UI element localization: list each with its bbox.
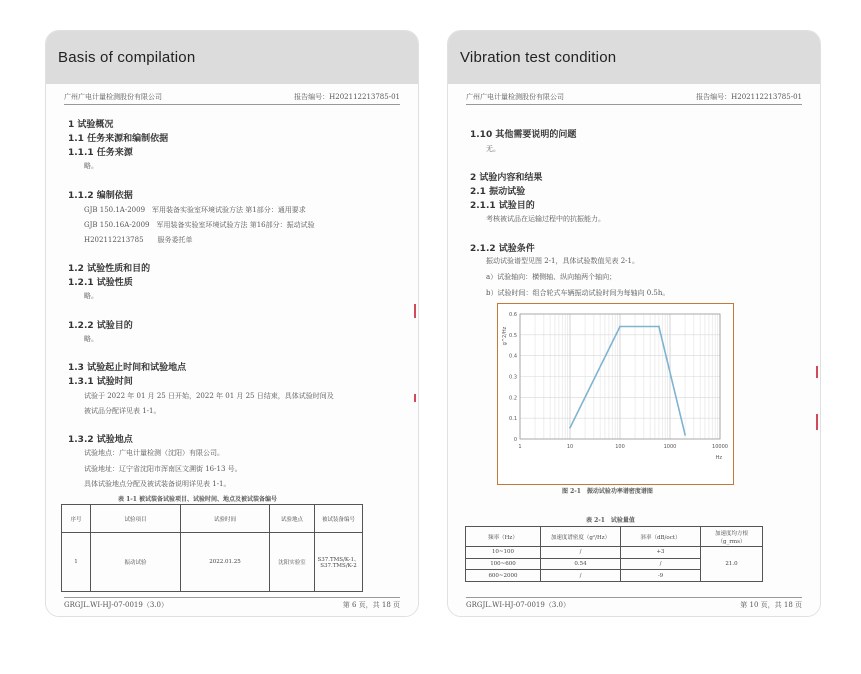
table-cell: 21.0 xyxy=(701,547,763,582)
paragraph: 无。 xyxy=(486,145,500,153)
binding-mark xyxy=(414,394,416,402)
page-header xyxy=(64,92,400,105)
page-footer xyxy=(466,597,802,610)
paragraph: 略。 xyxy=(84,292,98,300)
paragraph: 考核被试品在运输过程中的抗振能力。 xyxy=(486,215,605,223)
y-tick-label: 0 xyxy=(513,437,517,443)
paragraph: 具体试验地点分配及被试装备说明详见表 1-1。 xyxy=(84,480,231,488)
data-point xyxy=(569,427,571,429)
paragraph: H202112213785 服务委托单 xyxy=(84,236,193,244)
page-header xyxy=(466,92,802,105)
y-tick-label: 0.1 xyxy=(509,416,517,423)
table-row xyxy=(466,547,763,559)
section-heading: 2.1.1 试验目的 xyxy=(470,201,535,211)
data-point xyxy=(658,326,660,328)
section-heading: 1.2 试验性质和目的 xyxy=(68,264,151,274)
section-heading: 1.3 试验起止时间和试验地点 xyxy=(68,363,187,373)
table-header-row xyxy=(466,527,763,547)
table-header-cell: 序号 xyxy=(62,505,91,533)
vibration-card[interactable] xyxy=(447,30,821,617)
x-tick-label: 10 xyxy=(566,444,574,450)
data-point xyxy=(684,434,686,436)
form-code: GRGJL.WI-HJ-07-0019（3.0） xyxy=(64,601,168,609)
paragraph: GJB 150.16A-2009 军用装备实验室环境试验方法 第16部分：振动试验 xyxy=(84,221,315,229)
section-heading: 2.1 振动试验 xyxy=(470,187,526,197)
paragraph: 略。 xyxy=(84,162,98,170)
section-heading: 1.2.1 试验性质 xyxy=(68,278,133,288)
report-number: 报告编号：H202112213785-01 xyxy=(294,93,400,101)
section-heading: 1.2.2 试验目的 xyxy=(68,321,133,331)
table-cell: 0.54 xyxy=(541,558,621,570)
table-header-cell: 试验地点 xyxy=(270,505,315,533)
values-table xyxy=(465,526,763,582)
table-header-cell: 试验时间 xyxy=(181,505,270,533)
table-cell: -9 xyxy=(621,570,701,582)
binding-mark xyxy=(816,414,818,430)
table-cell: S37.TMS/K-1、S37.TMS/K-2 xyxy=(315,533,363,592)
page-number: 第 10 页，共 18 页 xyxy=(740,601,802,609)
table-header-row xyxy=(62,505,363,533)
section-heading: 1.3.2 试验地点 xyxy=(68,435,133,445)
paragraph: 振动试验谱型见图 2-1，具体试验数值见表 2-1。 xyxy=(486,257,639,265)
table-cell: 1 xyxy=(62,533,91,592)
y-tick-label: 0.5 xyxy=(509,332,517,339)
table-cell: 100~600 xyxy=(466,558,541,570)
table-cell: 600~2000 xyxy=(466,570,541,582)
table-header-cell: 被试装备编号 xyxy=(315,505,363,533)
table-header-cell: 加速度均方根（g_rms） xyxy=(701,527,763,547)
section-heading: 1 试验概况 xyxy=(68,120,114,130)
table-cell: +3 xyxy=(621,547,701,559)
y-tick-label: 0.4 xyxy=(509,353,517,360)
page-number: 第 6 页，共 18 页 xyxy=(342,601,400,609)
chart-svg xyxy=(498,304,733,484)
figure-caption: 图 2-1 振动试验功率谱密度谱图 xyxy=(562,488,653,495)
table-header-cell: 加速度谱密度（g²/Hz） xyxy=(541,527,621,547)
table-cell: 10~100 xyxy=(466,547,541,559)
table-cell: / xyxy=(541,570,621,582)
paragraph: a）试验轴向：横侧轴、纵向轴两个轴向； xyxy=(486,273,617,281)
table-cell: / xyxy=(621,558,701,570)
section-heading: 1.1.1 任务来源 xyxy=(68,148,133,158)
paragraph: 试验地址：辽宁省沈阳市浑南区文溯街 16-13 号。 xyxy=(84,465,242,473)
card-title: Vibration test condition xyxy=(448,31,820,84)
y-tick-label: 0.3 xyxy=(509,374,517,381)
paragraph: GJB 150.1A-2009 军用装备实验室环境试验方法 第1部分：通用要求 xyxy=(84,206,306,214)
section-heading: 2.1.2 试验条件 xyxy=(470,244,535,254)
y-tick-label: 0.6 xyxy=(509,312,517,318)
paragraph: 被试品分配详见表 1-1。 xyxy=(84,407,161,415)
table-caption: 表 1-1 被试装备试验项目、试验时间、地点及被试装备编号 xyxy=(118,496,278,503)
table-header-cell: 频率（Hz） xyxy=(466,527,541,547)
table-header-cell: 斜率（dB/oct） xyxy=(621,527,701,547)
table-cell: 2022.01.25 xyxy=(181,533,270,592)
card-title: Basis of compilation xyxy=(46,31,418,84)
x-tick-label: 1000 xyxy=(663,444,677,450)
paragraph: 略。 xyxy=(84,335,98,343)
table-cell: 沈阳实验室 xyxy=(270,533,315,592)
document-page xyxy=(448,84,820,616)
test-table xyxy=(61,504,363,592)
section-heading: 2 试验内容和结果 xyxy=(470,173,543,183)
section-heading: 1.3.1 试验时间 xyxy=(68,377,133,387)
x-tick-label: 10000 xyxy=(712,444,728,450)
y-tick-label: 0.2 xyxy=(509,395,517,402)
paragraph: 试验地点：广电计量检测（沈阳）有限公司。 xyxy=(84,449,224,457)
company-name: 广州广电计量检测股份有限公司 xyxy=(466,93,564,101)
x-tick-label: 1 xyxy=(518,444,522,450)
binding-mark xyxy=(816,366,818,378)
company-name: 广州广电计量检测股份有限公司 xyxy=(64,93,162,101)
form-code: GRGJL.WI-HJ-07-0019（3.0） xyxy=(466,601,570,609)
table-row xyxy=(62,533,363,592)
table-cell: / xyxy=(541,547,621,559)
page-footer xyxy=(64,597,400,610)
section-heading: 1.10 其他需要说明的问题 xyxy=(470,130,577,140)
table-header-cell: 试验项目 xyxy=(91,505,181,533)
basis-card[interactable] xyxy=(45,30,419,617)
section-heading: 1.1 任务来源和编制依据 xyxy=(68,134,169,144)
report-number: 报告编号：H202112213785-01 xyxy=(696,93,802,101)
document-page xyxy=(46,84,418,616)
psd-chart xyxy=(497,303,734,485)
x-tick-label: 100 xyxy=(615,444,625,450)
paragraph: 试验于 2022 年 01 月 25 日开始，2022 年 01 月 25 日结束，具体试验时间及 xyxy=(84,392,334,400)
table-caption: 表 2-1 试验量值 xyxy=(586,517,635,524)
binding-mark xyxy=(414,304,416,318)
section-heading: 1.1.2 编制依据 xyxy=(68,191,133,201)
x-axis-label: Hz xyxy=(715,455,722,461)
paragraph: b）试验时间：组合轮式车辆振动试验时间为每轴向 0.5h。 xyxy=(486,289,670,297)
table-cell: 振动试验 xyxy=(91,533,181,592)
y-axis-label: g^2/Hz xyxy=(502,326,508,346)
data-point xyxy=(619,326,621,328)
